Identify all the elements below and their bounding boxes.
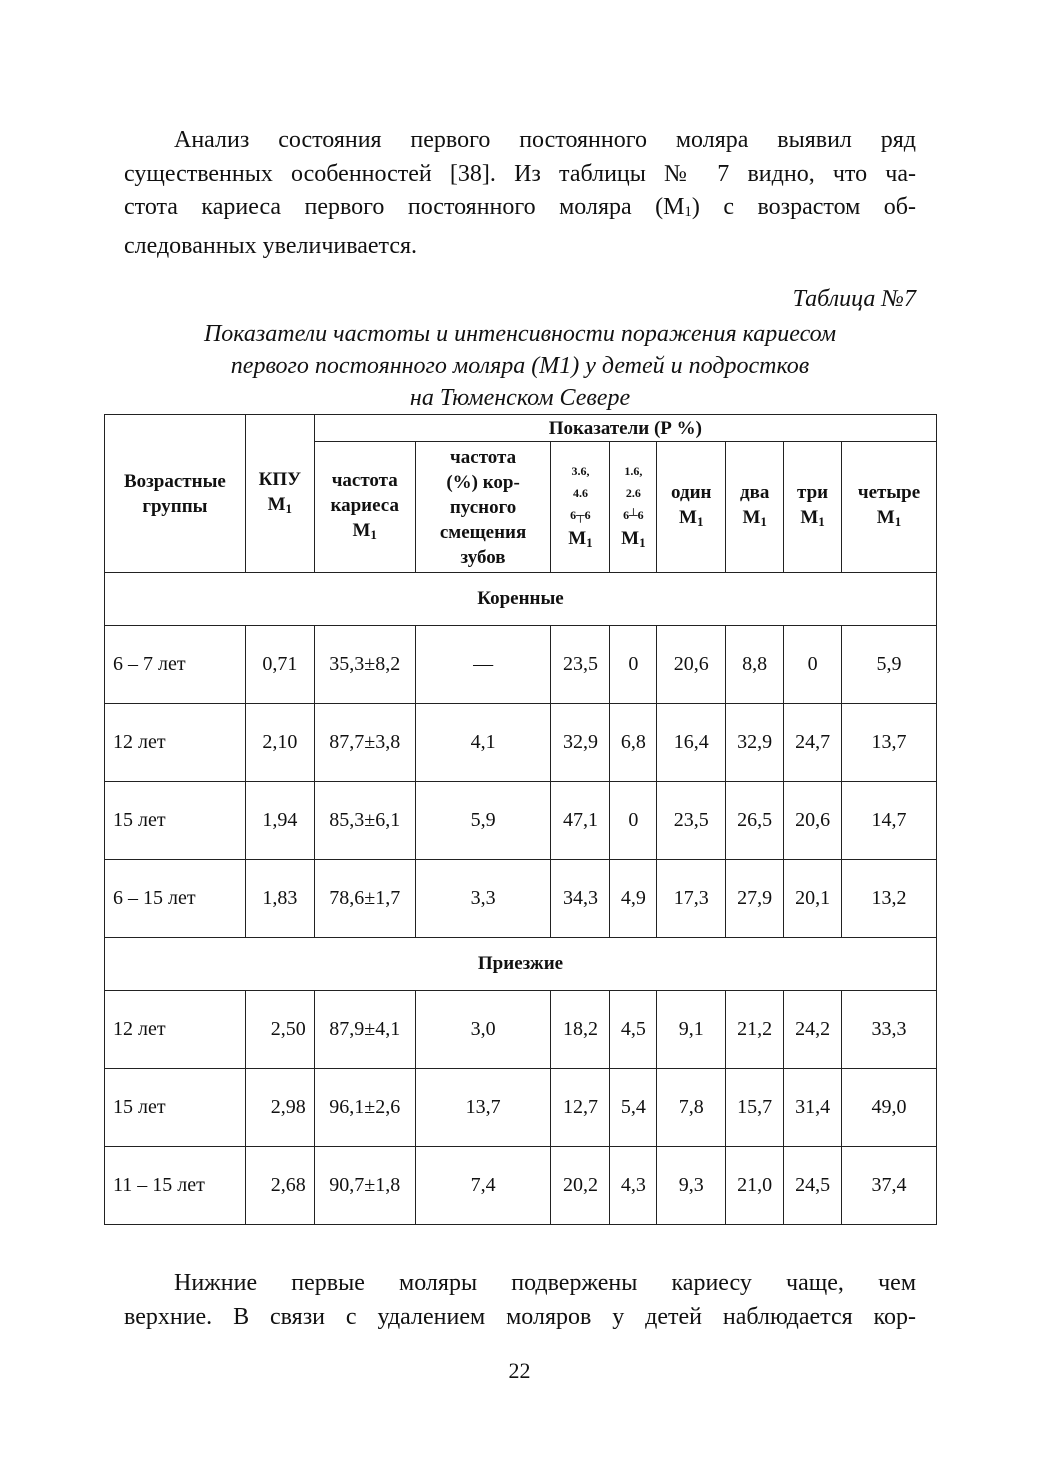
table-cell: 47,1 [551, 782, 610, 860]
header-upper-molars: 3.6, 4.6 6┬6 $M_1$ [551, 442, 610, 573]
table-cell: 4,3 [610, 1147, 657, 1225]
intro-paragraph [124, 124, 916, 263]
table-cell: 32,9 [551, 704, 610, 782]
table-cell: 12 лет [105, 704, 246, 782]
header-lower-molars: 1.6, 2.6 6┴6 $M_1$ [610, 442, 657, 573]
table-cell: 27,9 [726, 860, 784, 938]
table-cell: 0 [610, 782, 657, 860]
table-row [105, 782, 937, 860]
table-caption: Таблица №7 [792, 286, 916, 312]
table-cell: 7,4 [415, 1147, 551, 1225]
table-cell: 33,3 [842, 991, 937, 1069]
intro-line: стота кариеса первого постоянного моляра (M1) с возрастом об- [124, 194, 916, 220]
table-cell: 0,71 [245, 626, 314, 704]
table-cell: 2,68 [245, 1147, 314, 1225]
table-cell: 23,5 [551, 626, 610, 704]
closing-line: верхние. В связи с удалением моляров у детей наблюдается кор- [124, 1303, 916, 1330]
table-cell: 11 – 15 лет [105, 1147, 246, 1225]
table-cell: 9,3 [657, 1147, 726, 1225]
table-cell: 7,8 [657, 1069, 726, 1147]
table-row [105, 704, 937, 782]
table-cell: 87,9±4,1 [314, 991, 415, 1069]
table-cell: 2,10 [245, 704, 314, 782]
table-cell: 6 – 15 лет [105, 860, 246, 938]
header-three: три $M_1$ [784, 442, 842, 573]
table-cell: 3,3 [415, 860, 551, 938]
table-cell: 49,0 [842, 1069, 937, 1147]
table-cell: 13,7 [415, 1069, 551, 1147]
table-cell: 87,7±3,8 [314, 704, 415, 782]
table-cell: 20,6 [784, 782, 842, 860]
table-cell: 96,1±2,6 [314, 1069, 415, 1147]
table-row [105, 991, 937, 1069]
closing-line: Нижние первые моляры подвержены кариесу чаще, чем [174, 1270, 916, 1296]
table-cell: 0 [610, 626, 657, 704]
table-cell: 16,4 [657, 704, 726, 782]
table-cell: 20,6 [657, 626, 726, 704]
table-cell: 0 [784, 626, 842, 704]
header-indicators: Показатели (Р %) [314, 415, 936, 442]
table-cell: 2,50 [245, 991, 314, 1069]
caries-table [104, 414, 937, 1225]
table-cell: 12 лет [105, 991, 246, 1069]
table-cell: 5,9 [842, 626, 937, 704]
table-cell: 8,8 [726, 626, 784, 704]
table-cell: 2,98 [245, 1069, 314, 1147]
table-cell: 5,4 [610, 1069, 657, 1147]
table-cell: 24,2 [784, 991, 842, 1069]
table-cell: 17,3 [657, 860, 726, 938]
table-cell: 20,1 [784, 860, 842, 938]
table-cell: 85,3±6,1 [314, 782, 415, 860]
section-row [105, 938, 937, 991]
table-cell: 4,5 [610, 991, 657, 1069]
table-cell: 26,5 [726, 782, 784, 860]
table-cell: 9,1 [657, 991, 726, 1069]
table-title: Показатели частоты и интенсивности поражения кариесом первого постоянного моляра (М1) у детей и подростков на Тюменском Севере [203, 321, 837, 411]
header-one: один $M_1$ [657, 442, 726, 573]
table-cell: 20,2 [551, 1147, 610, 1225]
table-cell: 21,2 [726, 991, 784, 1069]
header-four: четыре $M_1$ [842, 442, 937, 573]
table-cell: 18,2 [551, 991, 610, 1069]
table-cell: 15 лет [105, 782, 246, 860]
header-two: два $M_1$ [726, 442, 784, 573]
table-row [105, 860, 937, 938]
intro-line: следованных увеличивается. [124, 232, 418, 259]
table-cell: 14,7 [842, 782, 937, 860]
table-row [105, 1147, 937, 1225]
table-cell: 31,4 [784, 1069, 842, 1147]
page-number: 22 [508, 1358, 531, 1383]
table-cell: 21,0 [726, 1147, 784, 1225]
table-row [105, 1069, 937, 1147]
table-cell: 6 – 7 лет [105, 626, 246, 704]
section-title: Коренные [105, 573, 937, 626]
table-cell: 13,2 [842, 860, 937, 938]
table-cell: 37,4 [842, 1147, 937, 1225]
table-row [105, 626, 937, 704]
table-cell: 4,9 [610, 860, 657, 938]
table-cell: 4,1 [415, 704, 551, 782]
section-title: Приезжие [105, 938, 937, 991]
header-caries-frequency: частота кариеса $M_1$ [314, 442, 415, 573]
table-cell: 15 лет [105, 1069, 246, 1147]
table-cell: 1,83 [245, 860, 314, 938]
table-cell: 13,7 [842, 704, 937, 782]
section-row [105, 573, 937, 626]
table-cell: 15,7 [726, 1069, 784, 1147]
table-cell: 24,5 [784, 1147, 842, 1225]
table-cell: 1,94 [245, 782, 314, 860]
table-cell: 23,5 [657, 782, 726, 860]
table-cell: 32,9 [726, 704, 784, 782]
closing-paragraph [124, 1267, 916, 1334]
table-cell: 35,3±8,2 [314, 626, 415, 704]
intro-line: Анализ состояния первого постоянного моляра выявил ряд [174, 127, 916, 153]
header-age-groups: Возрастные группы [105, 415, 246, 573]
intro-line: существенных особенностей [38]. Из таблицы № 7 видно, что ча- [124, 160, 916, 187]
table-cell: 24,7 [784, 704, 842, 782]
table-cell: — [415, 626, 551, 704]
table-cell: 3,0 [415, 991, 551, 1069]
table-cell: 34,3 [551, 860, 610, 938]
header-crown-shift: частота (%) кор- пусного смещения зубов [415, 442, 551, 573]
table-cell: 5,9 [415, 782, 551, 860]
table-cell: 6,8 [610, 704, 657, 782]
header-kpu: КПУ $M_1$ [245, 415, 314, 573]
table-cell: 90,7±1,8 [314, 1147, 415, 1225]
table-cell: 12,7 [551, 1069, 610, 1147]
table-cell: 78,6±1,7 [314, 860, 415, 938]
